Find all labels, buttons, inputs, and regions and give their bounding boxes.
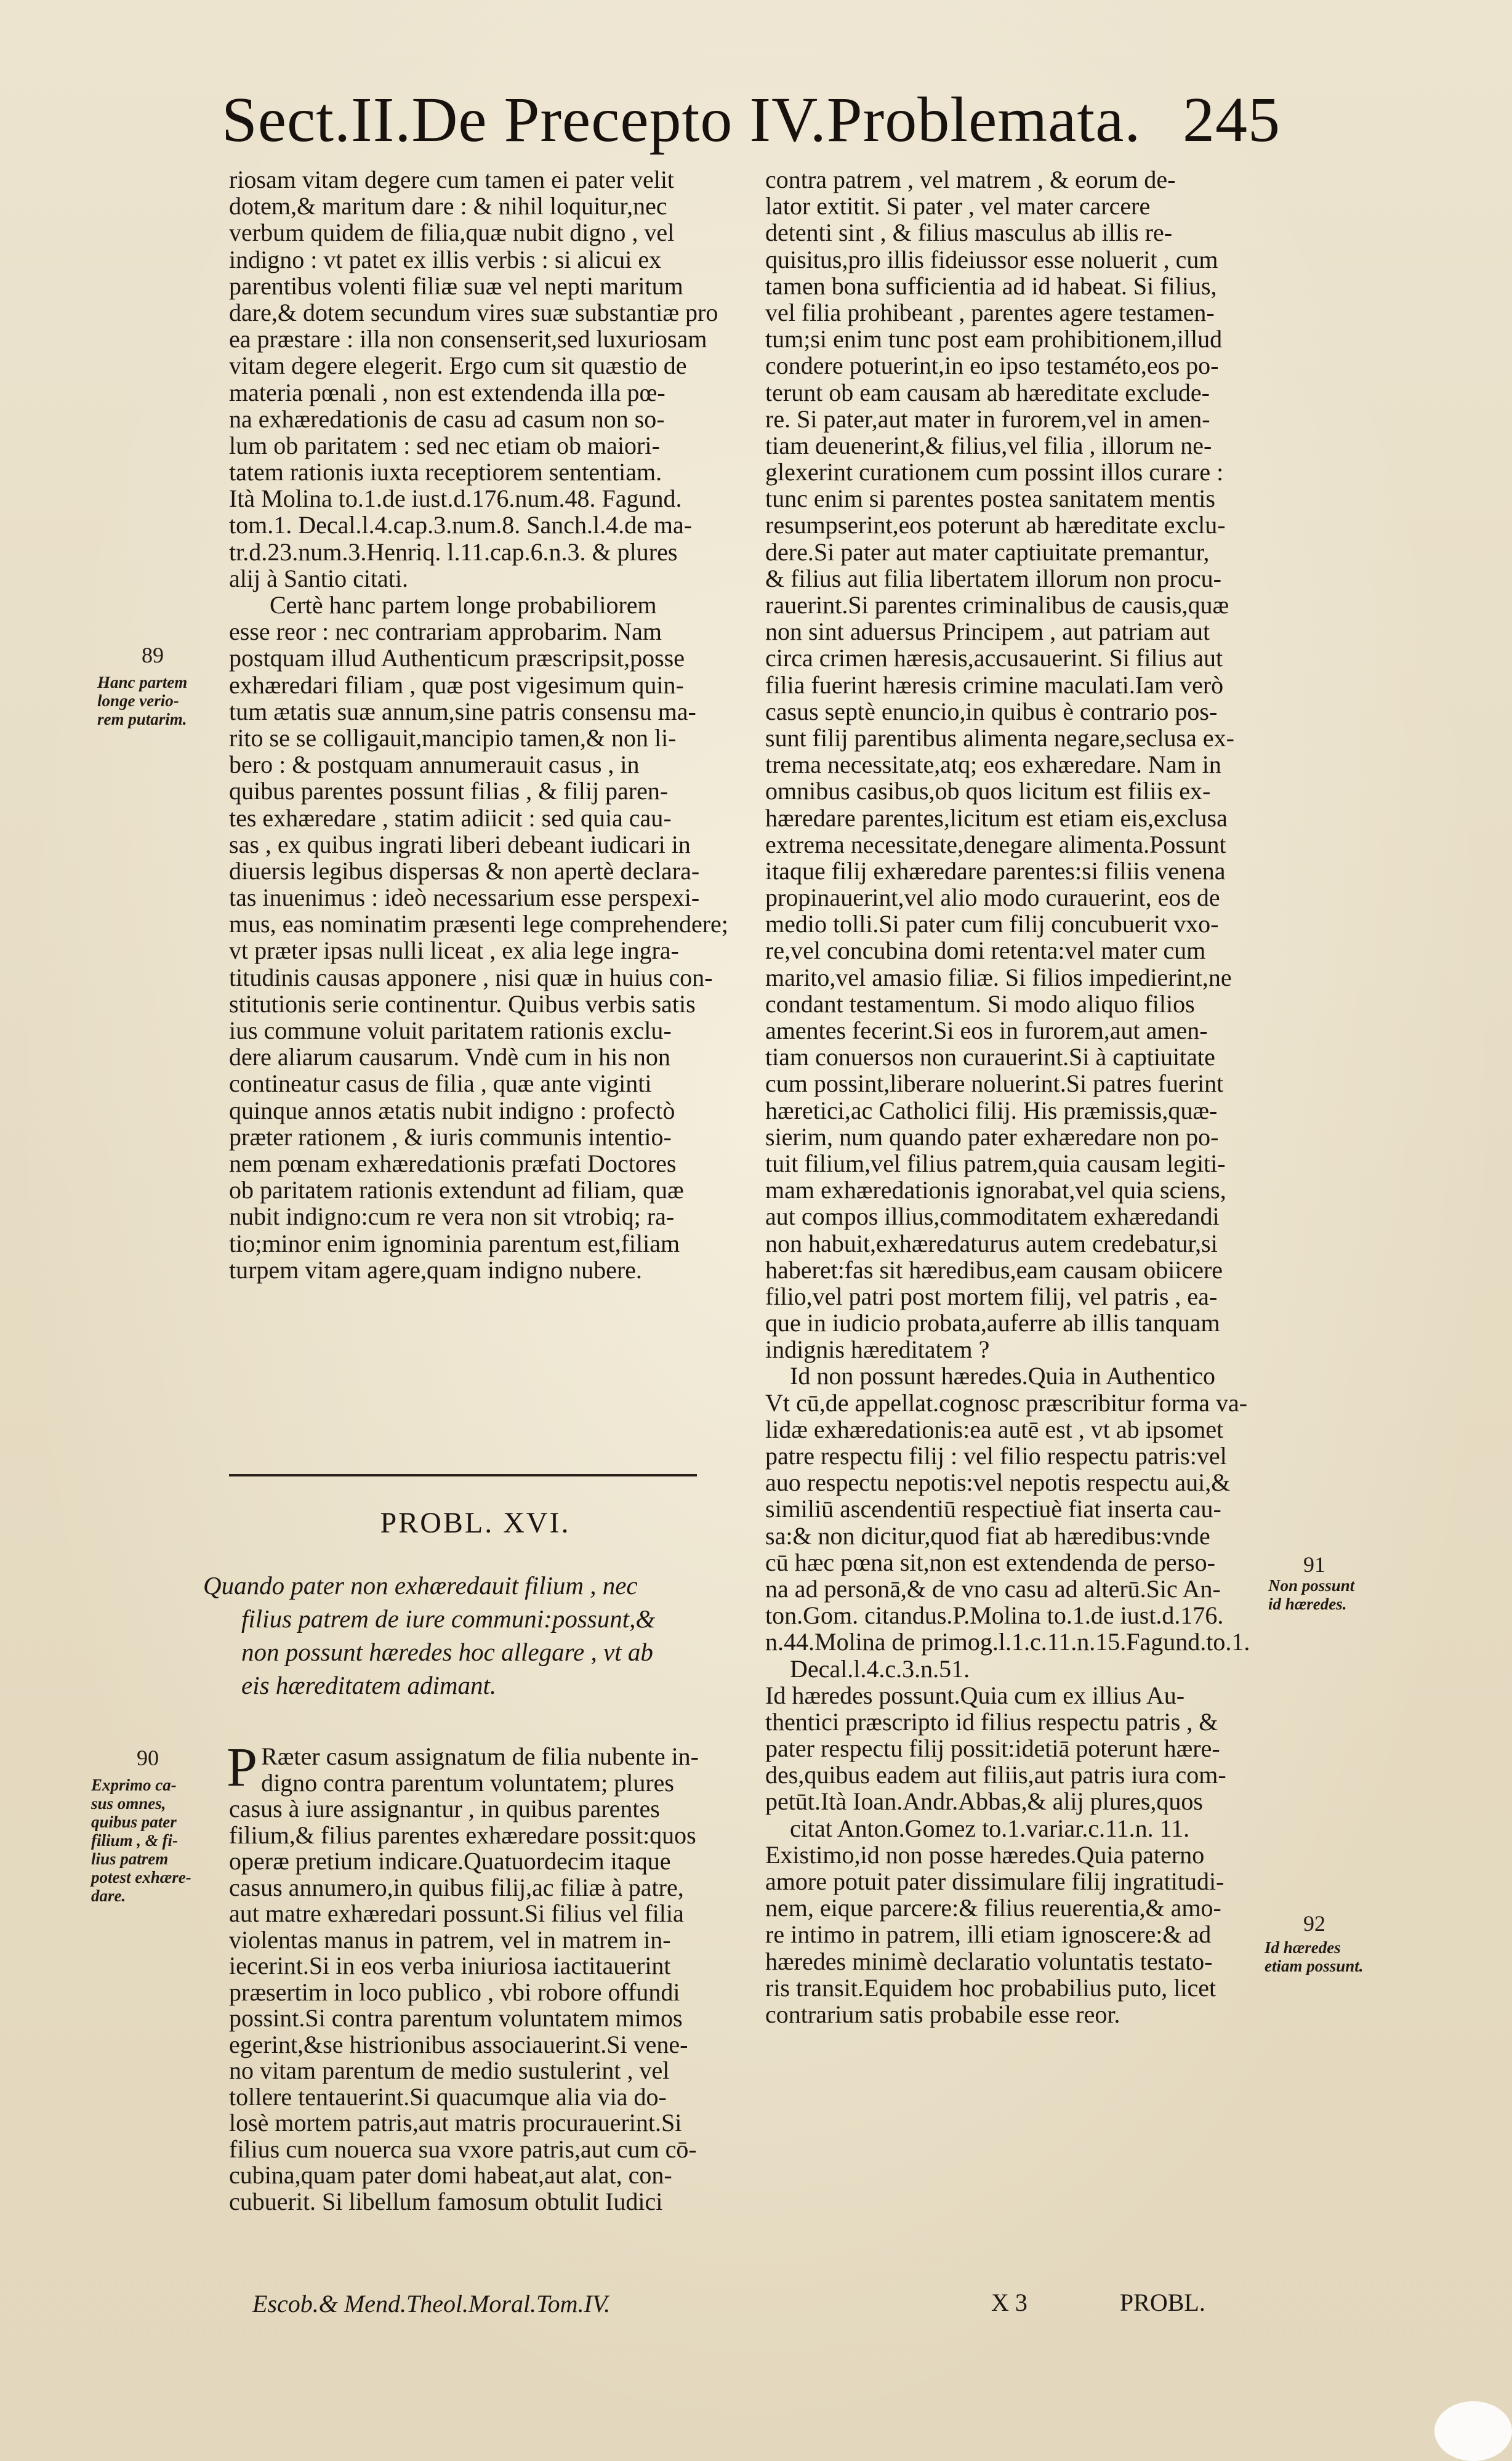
text-line: thentici præscripto id filius respectu patris , &: [765, 1707, 1218, 1736]
text-line: rauerint.Si parentes criminalibus de causis,quæ: [765, 591, 1229, 619]
text-line: medio tolli.Si pater cum filij concubuerit vxo-: [765, 910, 1219, 938]
text-line: tiam conuersos non curauerint.Si à captiuitate: [765, 1043, 1215, 1071]
text-line: dere aliarum causarum. Vndè cum in his non: [229, 1043, 670, 1071]
text-line: tom.1. Decal.l.4.cap.3.num.8. Sanch.l.4.de ma-: [229, 511, 693, 539]
text-line: dotem,& maritum dare : & nihil loquitur,nec: [229, 192, 667, 220]
text-line: titudinis causas apponere , nisi quæ in huius con-: [229, 963, 713, 991]
text-line: nem, eique parcere:& filius reuerentia,& amo-: [765, 1894, 1221, 1922]
text-line: quisitus,pro illis fideiussor esse noluerit , cum: [765, 245, 1218, 273]
text-line: Ità Molina to.1.de iust.d.176.num.48. Fagund.: [229, 485, 682, 513]
text-line: cū hæc pœna sit,non est extendenda de perso-: [765, 1548, 1215, 1576]
text-line: terunt ob eam causam ab hæreditate exclude-: [765, 378, 1210, 406]
margin-note-line: Exprimo ca-: [91, 1776, 177, 1794]
text-line: præter rationem , & iuris communis intentio-: [229, 1122, 672, 1151]
text-line: Certè hanc partem longe probabiliorem: [270, 591, 657, 619]
margin-note-line: dare.: [91, 1887, 126, 1905]
text-line: similiū ascendentiū respectiuè fiat inserta cau-: [765, 1495, 1221, 1523]
text-line: contineatur casus de filia , quæ ante viginti: [229, 1069, 652, 1098]
running-head: [222, 83, 1281, 163]
text-line: cubina,quam pater domi habeat,aut alat, con-: [229, 2161, 672, 2189]
text-line: auo respectu nepotis:vel nepotis respectu aui,&: [765, 1468, 1231, 1497]
text-line: esse reor : nec contrariam approbarim. Nam: [229, 618, 662, 646]
text-line: na exhæredationis de casu ad casum non so-: [229, 405, 665, 433]
text-line: tio;minor enim ignominia parentum est,filiam: [229, 1229, 680, 1257]
text-line: ton.Gom. citandus.P.Molina to.1.de iust.d.176.: [765, 1601, 1224, 1630]
text-line: casus annumero,in quibus filij,ac filiæ à patre,: [229, 1873, 684, 1901]
text-line: & filius aut filia libertatem illorum non procu-: [765, 564, 1221, 592]
margin-note-line: rem putarim.: [97, 710, 187, 728]
text-line: condere potuerint,in eo ipso testaméto,eos po-: [765, 352, 1219, 380]
text-line: itaque filij exhæredare parentes:si filiis venena: [765, 856, 1226, 885]
text-line: quinque annos ætatis nubit indigno : profectò: [229, 1096, 675, 1124]
margin-note-89: [97, 673, 187, 728]
margin-note-line: Hanc partem: [97, 673, 188, 691]
text-line: aut matre exhæredari possunt.Si filius vel filia: [229, 1899, 684, 1927]
text-line: tamen bona sufficientia ad id habeat. Si filius,: [765, 272, 1217, 300]
page-number: 245: [1183, 84, 1281, 155]
text-line: hæredes minimè declaratio voluntatis testato-: [765, 1947, 1213, 1975]
text-line: condant testamentum. Si modo aliquo filios: [765, 989, 1195, 1018]
margin-note-line: lius patrem: [91, 1850, 169, 1868]
text-line: contrarium satis probabile esse reor.: [765, 2000, 1120, 2028]
margin-note-line: Id hæredes: [1265, 1938, 1341, 1957]
problem-title-line: filius patrem de iure communi:possunt,&: [241, 1605, 656, 1633]
text-line: citat Anton.Gomez to.1.variar.c.11.n. 11.: [790, 1814, 1190, 1842]
text-line: non sint aduersus Principem , aut patriam aut: [765, 618, 1210, 646]
text-line: detenti sint , & filius masculus ab illis re-: [765, 219, 1173, 247]
text-line: marito,vel amasio filiæ. Si filios impedierint,ne: [765, 963, 1232, 991]
text-line: casus à iure assignantur , in quibus parentes: [229, 1795, 660, 1823]
text-line: violentas manus in patrem, vel in matrem in-: [229, 1925, 671, 1954]
text-line: Id hæredes possunt.Quia cum ex illius Au-: [765, 1681, 1185, 1709]
text-line: losè mortem patris,aut matris procurauerint.Si: [229, 2109, 682, 2137]
text-line: mam exhæredationis ignorabat,vel quia sciens,: [765, 1176, 1226, 1204]
text-line: amore potuit pater dissimulare filij ingratitudi-: [765, 1867, 1224, 1895]
text-line: riosam vitam degere cum tamen ei pater velit: [229, 166, 675, 193]
paper-damage: [1434, 2401, 1512, 2461]
margin-number-91: 91: [1303, 1552, 1325, 1577]
text-line: bero : & postquam annumerauit casus , in: [229, 751, 640, 779]
text-line: vitam degere elegerit. Ergo cum sit quæstio de: [229, 352, 687, 380]
margin-note-92: [1265, 1938, 1364, 1975]
text-line: nubit indigno:cum re vera non sit vtrobiq; ra-: [229, 1202, 675, 1231]
text-line: resumpserint,eos poterunt ab hæreditate exclu-: [765, 511, 1226, 539]
margin-number-90: 90: [137, 1746, 159, 1770]
text-line: alij à Santio citati.: [229, 564, 409, 592]
problem-heading: PROBL. XVI.: [380, 1507, 571, 1539]
text-line: Id non possunt hæredes.Quia in Authentico: [790, 1362, 1216, 1390]
text-line: patre respectu filij : vel filio respectu patris:vel: [765, 1442, 1227, 1470]
problem-body: [227, 1737, 722, 2215]
text-line: sierim, num quando pater exhæredare non po-: [765, 1122, 1219, 1151]
margin-note-90: [91, 1776, 191, 1905]
text-line: parentibus volenti filiæ suæ vel nepti maritum: [229, 272, 683, 300]
text-line: re. Si pater,aut mater in furorem,vel in amen-: [765, 405, 1210, 433]
text-line: pater respectu filij possit:idetiā poterunt hære-: [765, 1734, 1220, 1763]
text-line: vt præter ipsas nulli liceat , ex alia lege ingra-: [229, 936, 679, 965]
text-line: lidæ exhæredationis:ea autē est , vt ab ipsomet: [765, 1415, 1224, 1443]
text-line: digno contra parentum voluntatem; plures: [261, 1768, 674, 1797]
text-line: Decal.l.4.c.3.n.51.: [790, 1654, 970, 1683]
text-line: præsertim in loco publico , vbi robore offundi: [229, 1978, 680, 2006]
text-line: haberet:fas sit hæredibus,eam causam obiicere: [765, 1255, 1223, 1284]
text-line: filium,& filius parentes exhæredare possit:quos: [229, 1821, 696, 1849]
text-line: vel filia prohibeant , parentes agere testamen-: [765, 298, 1215, 326]
text-line: tatem rationis iuxta receptiorem sententiam.: [229, 458, 662, 486]
text-line: stitutionis serie continentur. Quibus verbis satis: [229, 989, 696, 1018]
problem-title-line: eis hæreditatem adimant.: [241, 1671, 497, 1699]
text-line: casus septè enuncio,in quibus è contrario pos-: [765, 697, 1218, 725]
text-line: extrema necessitate,denegare alimenta.Possunt: [765, 830, 1226, 858]
text-line: lum ob paritatem : sed nec etiam ob maiori-: [229, 431, 660, 459]
text-line: quibus parentes possunt filias , & filij paren-: [229, 777, 669, 805]
signature-mark: X 3: [991, 2289, 1027, 2316]
text-line: tum ætatis suæ annum,sine patris consensu ma-: [229, 697, 696, 725]
text-line: re intimo in patrem, illi etiam ignoscere:& ad: [765, 1920, 1212, 1949]
text-line: verbum quidem de filia,quæ nubit digno , vel: [229, 219, 675, 247]
text-line: indigno : vt patet ex illis verbis : si alicui ex: [229, 245, 662, 273]
text-line: hæredare parentes,licitum est etiam eis,exclusa: [765, 804, 1228, 832]
margin-note-line: etiam possunt.: [1265, 1957, 1364, 1975]
text-line: mus, eas nominatim præsenti lege comprehendere;: [229, 910, 728, 938]
text-line: ris transit.Equidem hoc probabilius puto, licet: [765, 1973, 1216, 2002]
text-line: circa crimen hæresis,accusauerint. Si filius aut: [765, 644, 1223, 672]
margin-note-line: potest exhære-: [91, 1868, 191, 1887]
text-line: materia pœnali , non est extendenda illa pœ-: [229, 378, 666, 406]
margin-note-line: id hæredes.: [1268, 1595, 1347, 1613]
problem-title: [203, 1569, 720, 1702]
text-line: Vt cū,de appellat.cognosc præscribitur forma va-: [765, 1388, 1248, 1417]
text-line: Existimo,id non posse hæredes.Quia paterno: [765, 1840, 1205, 1869]
problem-title-line: non possunt hæredes hoc allegare , vt ab: [241, 1638, 653, 1666]
text-line: sa:& non dicitur,quod fiat ab hæredibus:vnde: [765, 1521, 1210, 1550]
text-line: filia fuerint hæresis crimine maculati.Iam verò: [765, 671, 1224, 699]
running-head-title: Sect.II.De Precepto IV.Problemata.: [222, 84, 1141, 155]
left-column: [229, 166, 728, 1284]
text-line: operæ pretium indicare.Quatuordecim itaque: [229, 1847, 671, 1875]
margin-note-line: quibus pater: [91, 1813, 177, 1831]
text-line: indignis hæreditatem ?: [765, 1335, 990, 1364]
text-line: tas inuenimus : ideò necessarium esse perspexi-: [229, 884, 700, 912]
text-line: tollere tentauerint.Si quacumque alia via do-: [229, 2082, 667, 2111]
text-line: ea præstare : illa non consenserit,sed luxuriosam: [229, 325, 707, 353]
text-line: sunt filij parentibus alimenta negare,seclusa ex-: [765, 723, 1234, 752]
text-line: re,vel concubina domi retenta:vel mater cum: [765, 936, 1206, 965]
text-line: des,quibus eadem aut filiis,aut patris iura com-: [765, 1761, 1226, 1789]
text-line: nem pœnam exhæredationis præfati Doctores: [229, 1149, 677, 1177]
text-line: ius commune voluit paritatem rationis exclu-: [229, 1017, 672, 1044]
signature-line: Escob.& Mend.Theol.Moral.Tom.IV.: [252, 2290, 611, 2318]
text-line: tr.d.23.num.3.Henriq. l.11.cap.6.n.3. & plures: [229, 538, 678, 566]
text-line: contra patrem , vel matrem , & eorum de-: [765, 166, 1176, 193]
text-line: cum possint,liberare noluerint.Si patres fuerint: [765, 1069, 1224, 1098]
text-line: amentes fecerint.Si eos in furorem,aut amen-: [765, 1017, 1208, 1044]
text-line: omnibus casibus,ob quos licitum est filiis ex-: [765, 777, 1211, 805]
text-line: aut compos illius,commoditatem exhæredandi: [765, 1202, 1220, 1231]
text-line: tum;si enim tunc post eam prohibitionem,illud: [765, 325, 1223, 353]
text-line: possint.Si contra parentum voluntatem mimos: [229, 2004, 683, 2032]
text-line: tes exhæredare , statim adiicit : sed quia cau-: [229, 804, 672, 832]
margin-note-91: [1268, 1576, 1354, 1613]
margin-note-line: filium , & fi-: [91, 1831, 178, 1850]
margin-note-line: longe verio-: [97, 691, 179, 710]
text-line: hæretici,ac Catholici filij. His præmissis,quæ-: [765, 1096, 1218, 1124]
text-line: lator extitit. Si pater , vel mater carcere: [765, 192, 1151, 220]
text-line: postquam illud Authenticum præscripsit,posse: [229, 644, 685, 672]
text-line: tunc enim si parentes postea sanitatem mentis: [765, 485, 1215, 513]
margin-number-92: 92: [1303, 1911, 1325, 1936]
drop-cap: P: [227, 1737, 258, 1798]
text-line: propinauerint,vel alio modo curauerint, eos de: [765, 884, 1220, 912]
text-line: glexerint curationem cum possint illos curare :: [765, 458, 1224, 486]
text-line: filio,vel patri post mortem filij, vel patris , ea-: [765, 1282, 1218, 1310]
text-line: no vitam parentum de medio sustulerint , vel: [229, 2056, 670, 2084]
text-line: exhæredari filiam , quæ post vigesimum quin-: [229, 671, 684, 699]
text-line: tiam deuenerint,& filius,vel filia , illorum ne-: [765, 431, 1212, 459]
text-line: rito se se colligauit,mancipio tamen,& non li-: [229, 723, 677, 752]
text-line: que in iudicio probata,auferre ab illis tanquam: [765, 1309, 1220, 1337]
text-line: trema necessitate,atq; eos exhæredare. Nam in: [765, 751, 1221, 779]
text-line: sas , ex quibus ingrati liberi debeant iudicari in: [229, 830, 691, 858]
footer-right: [991, 2288, 1299, 2317]
margin-number-89: 89: [142, 643, 164, 667]
margin-note-line: Non possunt: [1268, 1576, 1355, 1595]
section-rule: [229, 1474, 697, 1476]
text-line: turpem vitam agere,quam indigno nubere.: [229, 1255, 642, 1284]
text-line: tuit filium,vel filius patrem,quia causam legiti-: [765, 1149, 1226, 1177]
text-line: na ad personā,& de vno casu ad alterū.Sic An-: [765, 1574, 1221, 1603]
margin-note-line: sus omnes,: [91, 1794, 166, 1813]
problem-title-line: Quando pater non exhæredauit filium , nec: [203, 1571, 638, 1600]
right-column: [765, 166, 1282, 2028]
catchword: PROBL.: [1119, 2289, 1205, 2316]
text-line: dere.Si pater aut mater captiuitate premantur,: [765, 538, 1210, 566]
text-line: iecerint.Si in eos verba iniuriosa iactitauerint: [229, 1952, 671, 1980]
text-line: ob paritatem rationis extendunt ad filiam, quæ: [229, 1176, 684, 1204]
text-line: dare,& dotem secundum vires suæ substantiæ pro: [229, 298, 718, 326]
text-line: n.44.Molina de primog.l.1.c.11.n.15.Fagund.to.1.: [765, 1628, 1250, 1656]
text-line: petūt.Ità Ioan.Andr.Abbas,& alij plures,quos: [765, 1787, 1203, 1816]
text-line: diuersis legibus dispersas & non apertè declara-: [229, 856, 700, 885]
text-line: Ræter casum assignatum de filia nubente in-: [261, 1742, 699, 1770]
text-line: non habuit,exhæredaturus autem credebatur,si: [765, 1229, 1218, 1257]
text-line: egerint,&se histrionibus associauerint.Si vene-: [229, 2030, 688, 2058]
text-line: cubuerit. Si libellum famosum obtulit Iudici: [229, 2187, 663, 2215]
text-line: filius cum nouerca sua vxore patris,aut cum cō-: [229, 2135, 697, 2163]
